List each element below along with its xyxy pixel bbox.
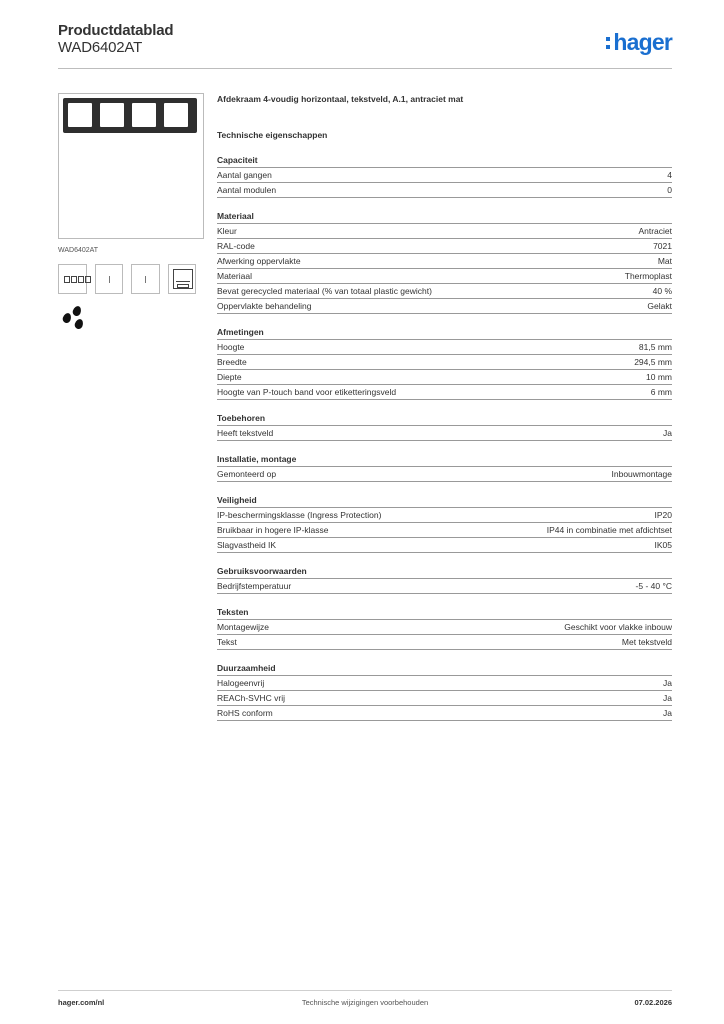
section-title: Gebruiksvoorwaarden [217,566,672,579]
spec-label: Bruikbaar in hogere IP-klasse [217,525,329,535]
spec-row [217,523,672,538]
section-title: Installatie, montage [217,454,672,467]
spec-row [217,370,672,385]
product-image [58,93,204,239]
footer-divider [58,990,672,991]
spec-sections [217,155,672,721]
spec-label: Halogeenvrij [217,678,265,688]
spec-row [217,467,672,482]
spec-section [217,327,672,400]
spec-value: Thermoplast [624,271,672,281]
bar-icon [131,264,160,294]
spec-label: Oppervlakte behandeling [217,301,312,311]
cover-frame-illustration [63,98,197,133]
spec-row [217,620,672,635]
spec-row [217,299,672,314]
spec-value: Mat [657,256,672,266]
spec-label: Aantal gangen [217,170,272,180]
spec-row [217,284,672,299]
drops-icon [58,304,88,334]
spec-label: Kleur [217,226,237,236]
spec-row [217,269,672,284]
section-title: Capaciteit [217,155,672,168]
section-title: Veiligheid [217,495,672,508]
product-description: Afdekraam 4-voudig horizontaal, tekstveld, A.1, antraciet mat [217,94,464,104]
spec-value: Antraciet [638,226,672,236]
spec-row [217,385,672,400]
image-caption: WAD6402AT [58,247,99,254]
product-code: WAD6402AT [58,39,143,56]
spec-label: Afwerking oppervlakte [217,256,301,266]
spec-value: Inbouwmontage [611,469,672,479]
specifications-column [217,94,672,721]
page-footer [58,998,672,1010]
spec-value: IK05 [654,540,672,550]
spec-value: 81,5 mm [638,342,672,352]
spec-label: Materiaal [217,271,252,281]
spec-section [217,566,672,594]
spec-row [217,635,672,650]
spec-row [217,340,672,355]
spec-value: 6 mm [650,387,672,397]
spec-value: 4 [667,170,672,180]
spec-label: Breedte [217,357,247,367]
switch-icon [168,264,197,294]
spec-value: Ja [663,708,672,718]
spec-row [217,355,672,370]
spec-section [217,495,672,553]
footer-disclaimer: Technische wijzigingen voorbehouden [301,998,429,1007]
spec-section [217,454,672,482]
spec-label: REACh-SVHC vrij [217,693,286,703]
modules-icon [58,264,87,294]
spec-row [217,183,672,198]
spec-label: Gemonteerd op [217,469,277,479]
spec-row [217,706,672,721]
spec-section [217,211,672,314]
spec-value: Met tekstveld [621,637,672,647]
spec-value: Ja [663,428,672,438]
spec-label: RoHS conform [217,708,273,718]
spec-section [217,607,672,650]
spec-label: Montagewijze [217,622,269,632]
spec-label: RAL-code [217,241,255,251]
product-visual-column [58,93,204,334]
page-header [58,22,672,68]
bar-icon [95,264,124,294]
spec-row [217,538,672,553]
spec-value: -5 - 40 °C [635,581,672,591]
spec-row [217,254,672,269]
tech-properties-title: Technische eigenschappen [217,130,328,140]
spec-section [217,663,672,721]
spec-value: IP20 [654,510,672,520]
spec-label: Slagvastheid IK [217,540,277,550]
hager-logo [605,29,672,56]
spec-value: 294,5 mm [634,357,672,367]
section-title: Toebehoren [217,413,672,426]
spec-label: Aantal modulen [217,185,277,195]
spec-row [217,676,672,691]
logo-dots-icon [605,32,612,52]
spec-label: Hoogte [217,342,245,352]
spec-label: Hoogte van P-touch band voor etiketteringsveld [217,387,397,397]
spec-value: Ja [663,678,672,688]
footer-website: hager.com/nl [58,998,105,1007]
spec-label: Diepte [217,372,242,382]
spec-value: 10 mm [646,372,672,382]
section-title: Duurzaamheid [217,663,672,676]
spec-value: 7021 [653,241,672,251]
spec-value: IP44 in combinatie met afdichtset [546,525,672,535]
spec-label: Heeft tekstveld [217,428,274,438]
section-title: Materiaal [217,211,672,224]
logo-text: hager [613,29,672,55]
spec-section [217,413,672,441]
spec-row [217,239,672,254]
spec-value: Ja [663,693,672,703]
spec-row [217,691,672,706]
spec-row [217,224,672,239]
spec-label: IP-beschermingsklasse (Ingress Protection) [217,510,382,520]
section-title: Teksten [217,607,672,620]
document-title: Productdatablad [58,22,174,39]
spec-row [217,168,672,183]
spec-row [217,579,672,594]
spec-value: 40 % [652,286,672,296]
spec-row [217,426,672,441]
section-title: Afmetingen [217,327,672,340]
spec-value: Gelakt [647,301,672,311]
footer-date: 07.02.2026 [634,998,672,1007]
spec-value: 0 [667,185,672,195]
spec-section [217,155,672,198]
header-divider [58,68,672,69]
feature-icons [58,264,204,294]
spec-row [217,508,672,523]
spec-value: Geschikt voor vlakke inbouw [564,622,672,632]
spec-label: Bevat gerecycled materiaal (% van totaal plastic gewicht) [217,286,432,296]
spec-label: Tekst [217,637,237,647]
spec-label: Bedrijfstemperatuur [217,581,292,591]
